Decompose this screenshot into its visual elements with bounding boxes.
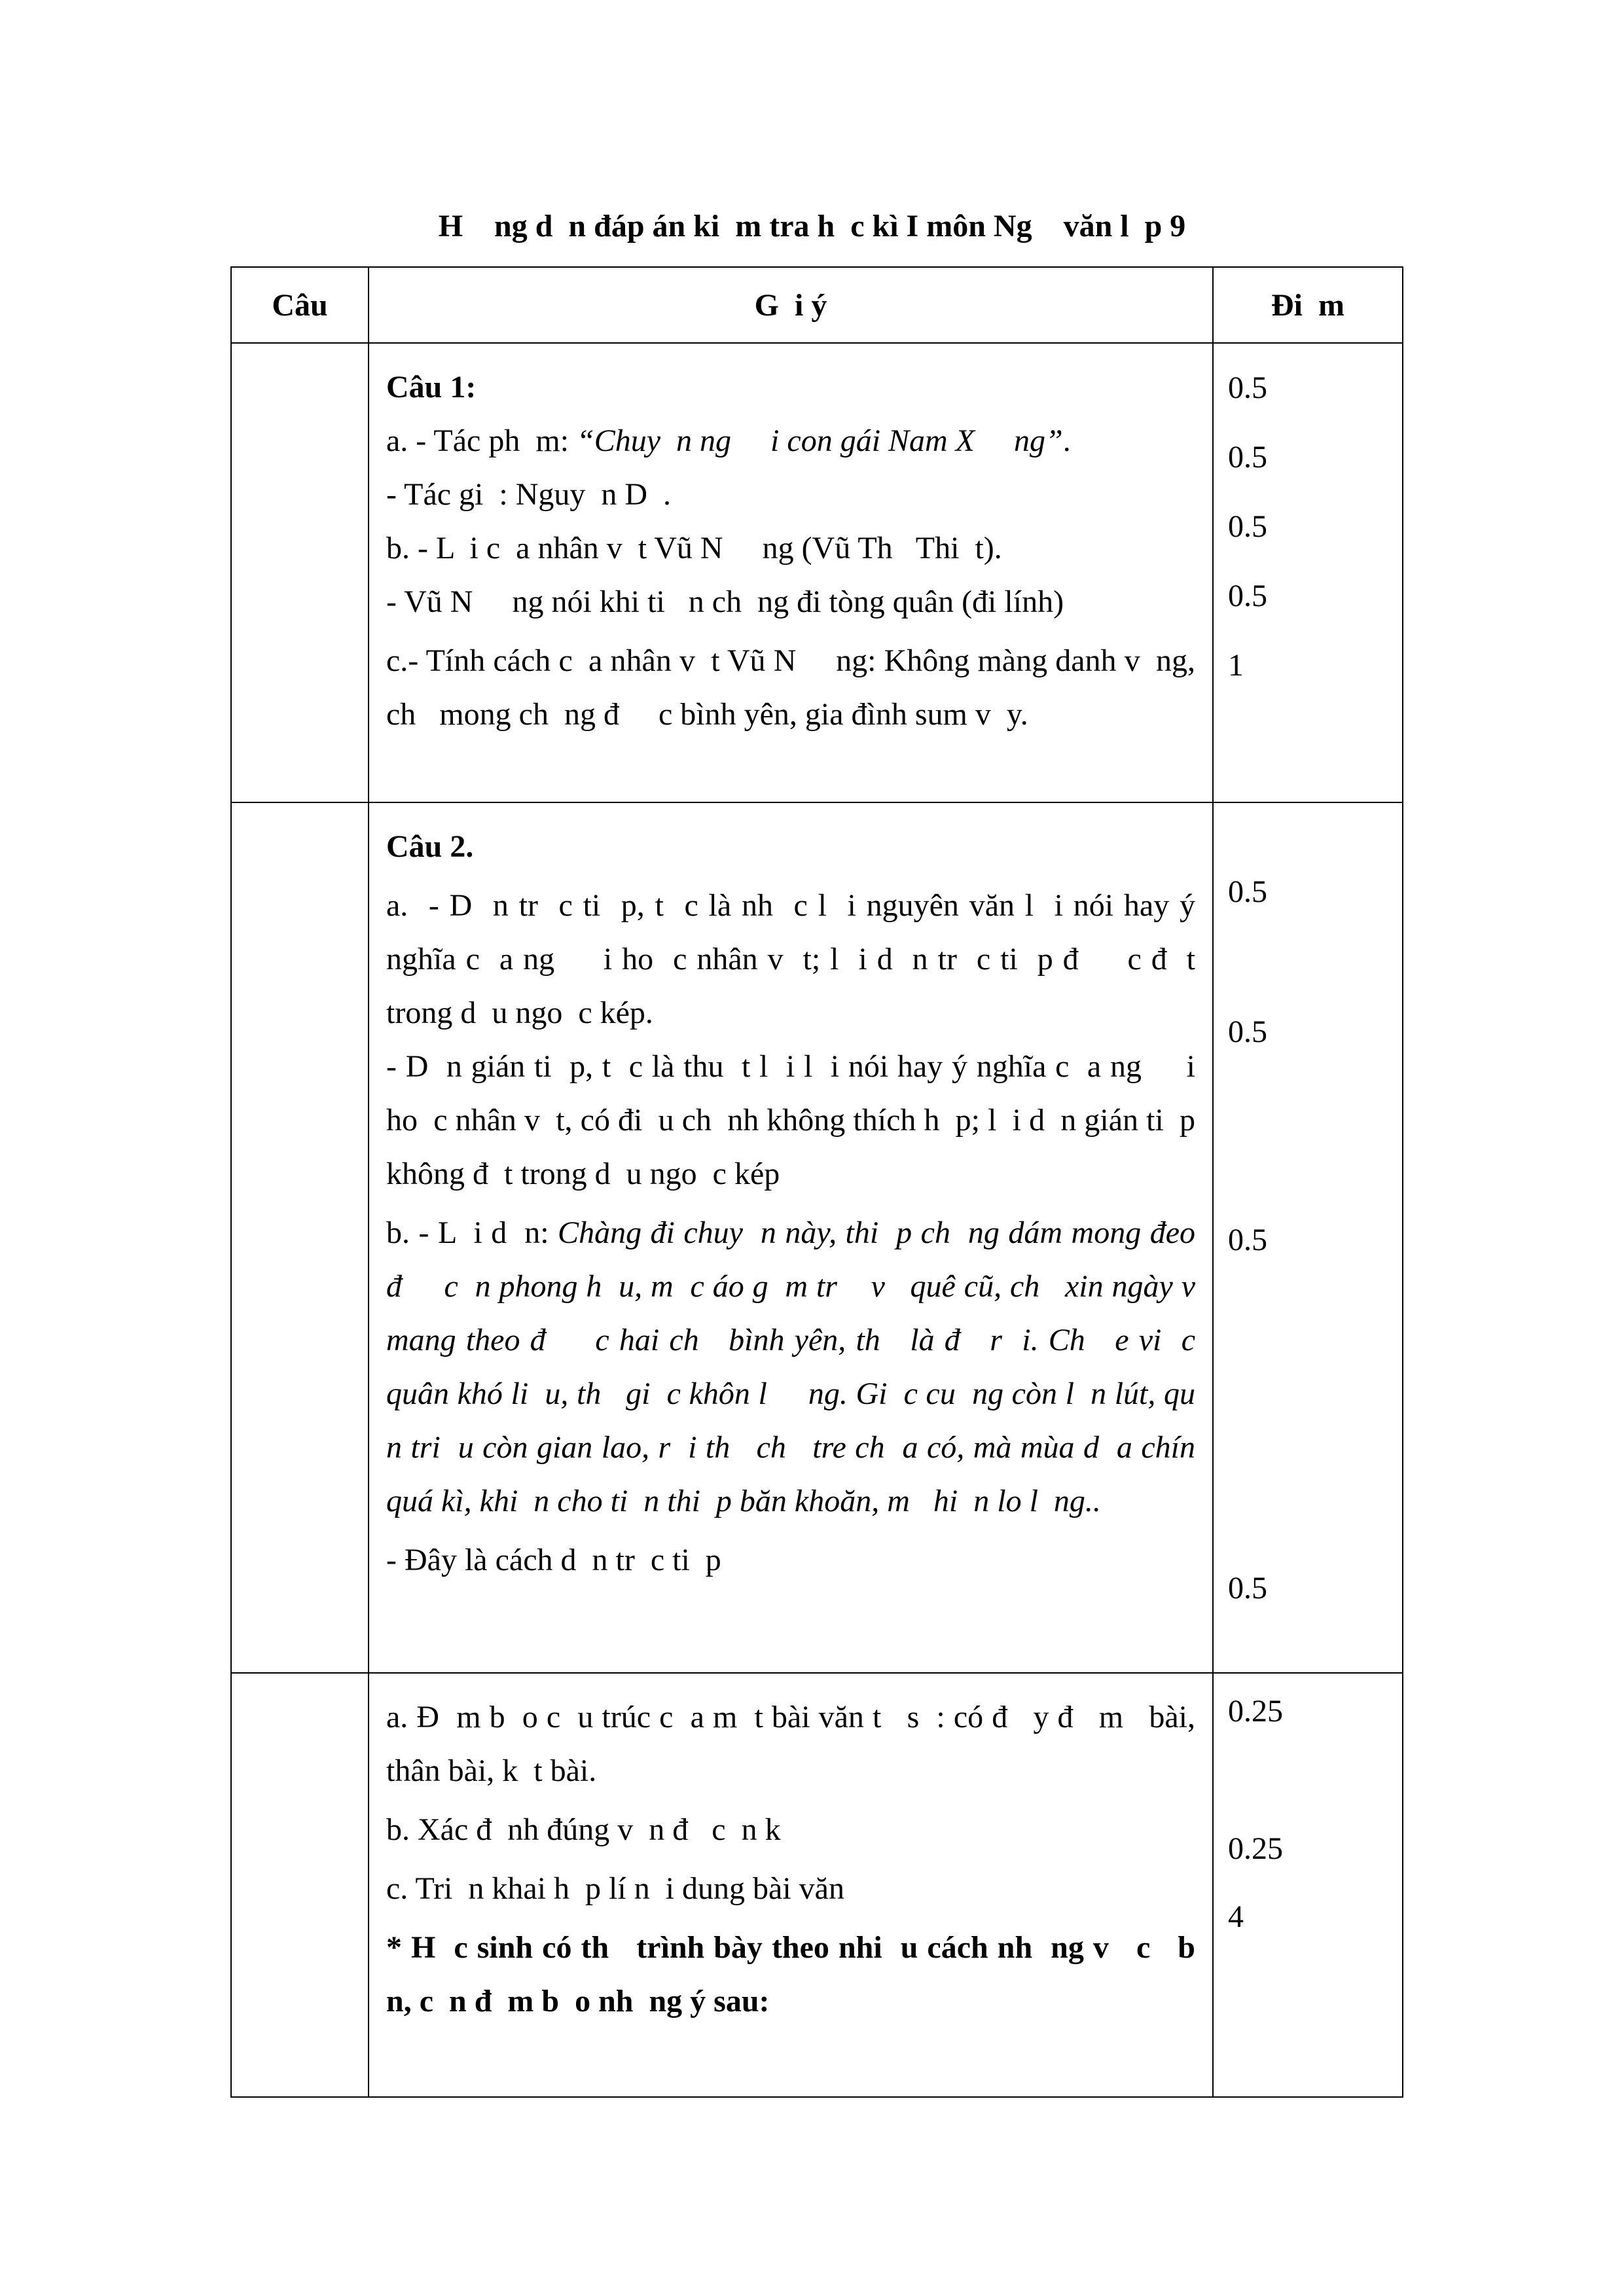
- question-heading: Câu 2.: [386, 829, 474, 864]
- question-cell: [231, 1673, 369, 2097]
- table-row: [231, 802, 1403, 1673]
- score-value: 0.5: [1228, 440, 1267, 475]
- score-value: 0.5: [1228, 370, 1267, 405]
- header-hint: G i ý: [369, 267, 1213, 343]
- table-row: [231, 1673, 1403, 2097]
- score-value: 0.5: [1228, 874, 1267, 909]
- table-row: [231, 343, 1403, 802]
- answer-table: [230, 266, 1403, 2098]
- student-note: * H c sinh có th trình bày theo nhi u cách nh ng v c b n, c n đ m b o nh ng ý sau:: [386, 1930, 1211, 2018]
- page-title: H ng d n đáp án ki m tra h c kì I môn Ng văn l p 9: [438, 209, 1186, 243]
- character-paragraph: c.- Tính cách c a nhân v t Vũ N ng: Không màng danh v ng, ch mong ch ng đ c bình yên, gia đình sum v y.: [386, 643, 1203, 732]
- work-line: a. - Tác ph m: “Chuy n ng i con gái Nam X ng”.: [386, 423, 1071, 458]
- header-question: Câu: [231, 267, 369, 343]
- score-value: 0.5: [1228, 509, 1267, 544]
- question-cell: [231, 343, 369, 802]
- context-line: - Vũ N ng nói khi ti n ch ng đi tòng quân (đi lính): [386, 584, 1064, 619]
- structure-paragraph: a. Đ m b o c u trúc c a m t bài văn t s : có đ y đ m bài, thân bài, k t bài.: [386, 1700, 1203, 1788]
- hint-cell: [369, 802, 1219, 1673]
- score-value: 0.5: [1228, 1223, 1267, 1257]
- question-heading: Câu 1:: [386, 370, 477, 404]
- quote-paragraph: b. - L i d n: Chàng đi chuy n này, thi p ch ng dám mong đeo đ c n phong h u, m c áo g m tr v quê cũ, ch xin ngày v mang theo đ c hai ch bình yên, th là đ r i. Ch e vi c quân khó li u, th gi c khôn l ng. Gi c cu ng còn l n lút, qu n tri u còn gian lao, r i th ch tre ch a có, mà mùa d a chín quá kì, khi n cho ti n thi p băn khoăn, m hi n lo l ng..: [386, 1215, 1219, 1518]
- score-value: 0.5: [1228, 1571, 1267, 1605]
- conclusion-line: - Đây là cách d n tr c ti p: [386, 1543, 721, 1577]
- score-value: 0.5: [1228, 1014, 1267, 1049]
- author-line: - Tác gi : Nguy n D .: [386, 477, 672, 512]
- score-cell: [1213, 343, 1403, 802]
- direct-speech-paragraph: a. - D n tr c ti p, t c là nh c l i nguyên văn l i nói hay ý nghĩa c a ng i ho c nhân v t; l i d n tr c ti p đ c đ t trong d u ngo c kép.: [386, 888, 1203, 1030]
- score-cell: [1213, 802, 1403, 1673]
- topic-line: b. Xác đ nh đúng v n đ c n k: [386, 1812, 781, 1847]
- table-header-row: [231, 267, 1403, 343]
- hint-cell: [369, 343, 1213, 802]
- work-title: “Chuy n ng i con gái Nam X ng”: [577, 423, 1063, 458]
- indirect-speech-paragraph: - D n gián ti p, t c là thu t l i l i nói hay ý nghĩa c a ng i ho c nhân v t, có đi u ch nh không thích h p; l i d n gián ti p không đ t trong d u ngo c kép: [386, 1049, 1203, 1191]
- score-value: 4: [1228, 1899, 1244, 1934]
- question-cell: [231, 802, 369, 1673]
- speaker-line: b. - L i c a nhân v t Vũ N ng (Vũ Th Thi t).: [386, 531, 1002, 565]
- hint-cell: [369, 1673, 1213, 2097]
- score-value: 0.5: [1228, 579, 1267, 613]
- quote-text: Chàng đi chuy n này, thi p ch ng dám mong đeo đ c n phong h u, m c áo g m tr v quê cũ, ch xin ngày v mang theo đ c hai ch bình yên, th là đ r i. Ch e vi c quân khó li u, th gi c khôn l ng. Gi c cu ng còn l n lút, qu n tri u còn gian lao, r i th ch tre ch a có, mà mùa d a chín quá kì, khi n cho ti n thi p băn khoăn, m hi n lo l ng..: [386, 1215, 1219, 1518]
- score-value: 0.25: [1228, 1694, 1283, 1729]
- score-value: 1: [1228, 648, 1244, 683]
- score-value: 0.25: [1228, 1831, 1283, 1866]
- score-cell: [1213, 1673, 1403, 2097]
- content-line: c. Tri n khai h p lí n i dung bài văn: [386, 1871, 844, 1906]
- header-score: Đi m: [1213, 267, 1403, 343]
